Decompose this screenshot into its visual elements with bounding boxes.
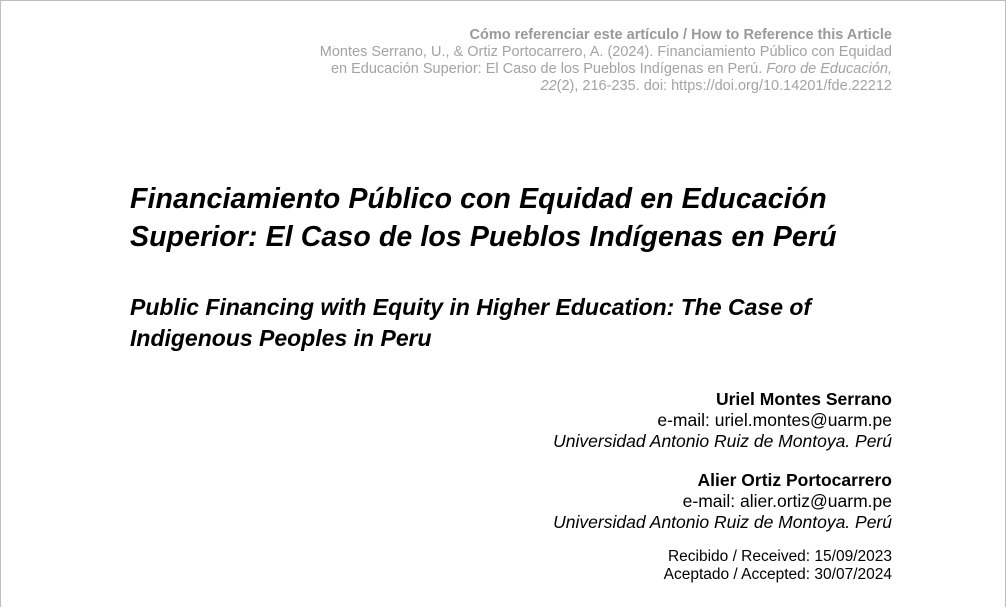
dates-block — [492, 548, 892, 584]
citation-journal-name: Foro de Educación, — [766, 61, 892, 77]
accepted-date: Aceptado / Accepted: 30/07/2024 — [663, 566, 892, 583]
author-email[interactable]: e-mail: uriel.montes@uarm.pe — [657, 410, 892, 430]
citation-heading: Cómo referenciar este artículo / How to Reference this Article — [469, 27, 892, 43]
citation-line-2-text: en Educación Superior: El Caso de los Pueblos Indígenas en Perú. — [330, 61, 767, 77]
citation-volume: 22 — [540, 78, 557, 94]
author-block — [372, 389, 892, 452]
title-spanish: Financiamiento Público con Equidad en Educación Superior: El Caso de los Pueblos Indígenas en Perú — [130, 183, 837, 253]
author-block — [372, 470, 892, 533]
author-name: Alier Ortiz Portocarrero — [697, 470, 892, 490]
author-name: Uriel Montes Serrano — [715, 389, 892, 409]
author-affiliation: Universidad Antonio Ruiz de Montoya. Perú — [553, 512, 892, 532]
citation-line-3 — [252, 78, 892, 95]
author-affiliation: Universidad Antonio Ruiz de Montoya. Perú — [553, 431, 892, 451]
citation-line-1: Montes Serrano, U., & Ortiz Portocarrero, A. (2024). Financiamiento Público con Equidad — [319, 44, 892, 60]
title-english: Public Financing with Equity in Higher Education: The Case of Indigenous Peoples in Peru — [130, 294, 812, 351]
received-date: Recibido / Received: 15/09/2023 — [667, 548, 892, 565]
citation-block — [252, 27, 892, 95]
citation-line-2 — [252, 61, 892, 78]
citation-doi-text: (2), 216-235. doi: https://doi.org/10.14201/fde.22212 — [556, 78, 892, 94]
author-email[interactable]: e-mail: alier.ortiz@uarm.pe — [682, 491, 892, 511]
